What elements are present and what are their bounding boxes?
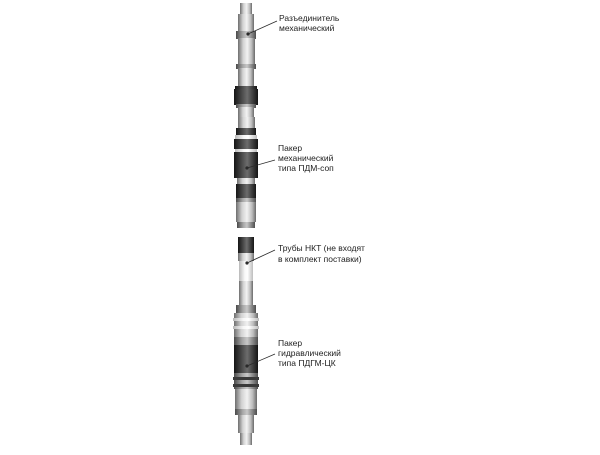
label-hyd-packer: [278, 338, 341, 368]
label-tubing-line-1: Трубы НКТ (не входят: [278, 243, 365, 253]
separator-assembly: [236, 3, 256, 86]
label-mech-packer-line-2: механический: [278, 153, 334, 163]
mech-packer-assembly: [234, 117, 258, 228]
label-hyd-packer-line-3: типа ПДГМ-ЦК: [278, 358, 336, 368]
label-separator-line-2: механический: [279, 23, 335, 33]
label-hyd-packer-line-2: гидравлический: [278, 348, 341, 358]
label-separator: [279, 13, 340, 33]
hyd-packer-assembly: [233, 305, 259, 445]
label-separator-line-1: Разъединитель: [279, 13, 340, 23]
tubing-assembly: [238, 237, 254, 305]
label-mech-packer: [278, 143, 334, 173]
label-mech-packer-line-3: типа ПДМ-соп: [278, 163, 334, 173]
label-tubing: [278, 243, 365, 264]
coupling-1: [234, 86, 258, 117]
label-tubing-line-2: в комплект поставки): [278, 254, 362, 264]
label-mech-packer-line-1: Пакер: [278, 143, 303, 153]
label-hyd-packer-line-1: Пакер: [278, 338, 303, 348]
